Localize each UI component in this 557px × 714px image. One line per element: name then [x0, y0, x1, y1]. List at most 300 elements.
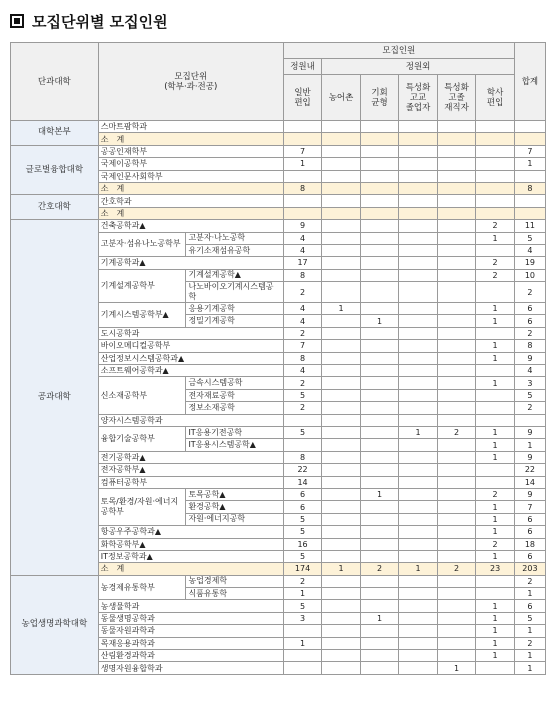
count-cell [360, 451, 399, 463]
count-cell: 8 [283, 182, 322, 194]
count-cell [437, 121, 476, 133]
count-cell [399, 451, 438, 463]
department-name: 토목/환경/자원·에너지공학부 [98, 488, 186, 525]
count-cell [360, 650, 399, 662]
count-cell: 1 [476, 650, 515, 662]
header-unit: 모집단위 (학부·과·전공) [98, 43, 283, 121]
count-cell [399, 244, 438, 256]
header-general: 일반 편입 [283, 75, 322, 121]
count-cell [437, 303, 476, 315]
count-cell [399, 464, 438, 476]
major-name: 전자재료공학 [186, 389, 283, 401]
count-cell [322, 439, 361, 451]
count-cell [399, 513, 438, 525]
count-cell: 1 [360, 612, 399, 624]
count-cell [476, 365, 515, 377]
count-cell: 9 [514, 451, 545, 463]
count-cell [283, 133, 322, 145]
count-cell [322, 327, 361, 339]
count-cell [322, 170, 361, 182]
count-cell: 6 [283, 488, 322, 500]
count-cell [399, 340, 438, 352]
count-cell [399, 377, 438, 389]
department-name: 국제인문사회학부 [98, 170, 283, 182]
department-name: 소프트웨어공학과▲ [98, 365, 283, 377]
count-cell [399, 327, 438, 339]
count-cell [437, 145, 476, 157]
count-cell [360, 414, 399, 426]
recruitment-table [10, 42, 546, 675]
count-cell [437, 352, 476, 364]
count-cell [437, 501, 476, 513]
count-cell: 3 [283, 612, 322, 624]
department-name: 바이오메디컬공학부 [98, 340, 283, 352]
count-cell [322, 352, 361, 364]
header-spec-grad: 특성화 고교 졸업자 [399, 75, 438, 121]
count-cell [360, 389, 399, 401]
count-cell: 2 [283, 575, 322, 587]
count-cell [437, 377, 476, 389]
table-row [11, 145, 546, 157]
count-cell: 7 [283, 145, 322, 157]
count-cell: 10 [514, 269, 545, 281]
major-name: IT응용시스템공학▲ [186, 439, 283, 451]
count-cell [399, 414, 438, 426]
count-cell [283, 170, 322, 182]
count-cell [476, 575, 515, 587]
count-cell: 1 [476, 637, 515, 649]
count-cell [360, 439, 399, 451]
count-cell: 4 [514, 365, 545, 377]
count-cell [437, 257, 476, 269]
count-cell [360, 327, 399, 339]
count-cell [360, 501, 399, 513]
count-cell [322, 625, 361, 637]
count-cell [437, 402, 476, 414]
major-name: 나노바이오기계시스템공학 [186, 282, 283, 303]
count-cell: 1 [476, 625, 515, 637]
count-cell: 1 [476, 526, 515, 538]
header-outside: 정원외 [322, 59, 515, 75]
count-cell [399, 207, 438, 219]
count-cell [360, 365, 399, 377]
count-cell: 1 [476, 232, 515, 244]
header-spec-work: 특성화 고졸 재직자 [437, 75, 476, 121]
count-cell [437, 451, 476, 463]
count-cell [476, 158, 515, 170]
count-cell [437, 170, 476, 182]
count-cell [437, 195, 476, 207]
count-cell [360, 269, 399, 281]
count-cell [399, 550, 438, 562]
count-cell [322, 550, 361, 562]
count-cell: 6 [514, 315, 545, 327]
count-cell [399, 182, 438, 194]
count-cell [322, 662, 361, 674]
header-total: 합계 [514, 43, 545, 121]
count-cell [360, 377, 399, 389]
department-name: 간호학과 [98, 195, 283, 207]
count-cell: 1 [476, 340, 515, 352]
count-cell: 2 [360, 563, 399, 575]
count-cell [476, 121, 515, 133]
count-cell [360, 352, 399, 364]
count-cell [360, 402, 399, 414]
count-cell [476, 327, 515, 339]
count-cell: 1 [514, 625, 545, 637]
count-cell [476, 170, 515, 182]
count-cell [322, 426, 361, 438]
count-cell [360, 121, 399, 133]
count-cell [399, 488, 438, 500]
department-name: 목재응용과학과 [98, 637, 283, 649]
count-cell [283, 207, 322, 219]
count-cell [322, 207, 361, 219]
count-cell [399, 662, 438, 674]
count-cell [514, 195, 545, 207]
count-cell [437, 327, 476, 339]
count-cell: 6 [514, 303, 545, 315]
count-cell [360, 244, 399, 256]
count-cell: 9 [514, 488, 545, 500]
count-cell: 8 [514, 340, 545, 352]
department-name: 전기공학과▲ [98, 451, 283, 463]
count-cell [360, 257, 399, 269]
count-cell [437, 550, 476, 562]
count-cell: 1 [360, 488, 399, 500]
count-cell: 1 [476, 501, 515, 513]
department-name: 건축공학과▲ [98, 220, 283, 232]
count-cell [360, 625, 399, 637]
count-cell: 2 [437, 426, 476, 438]
page-title [10, 8, 168, 34]
header-inside: 정원내 [283, 59, 322, 75]
count-cell: 7 [283, 340, 322, 352]
count-cell: 1 [283, 158, 322, 170]
count-cell [437, 315, 476, 327]
count-cell: 1 [514, 158, 545, 170]
department-name: 동물자원과학과 [98, 625, 283, 637]
count-cell [360, 600, 399, 612]
count-cell [437, 182, 476, 194]
count-cell [437, 650, 476, 662]
count-cell [437, 133, 476, 145]
count-cell [322, 588, 361, 600]
count-cell: 2 [476, 269, 515, 281]
count-cell: 8 [514, 182, 545, 194]
count-cell [322, 269, 361, 281]
count-cell [437, 244, 476, 256]
department-name: 산업정보시스템공학과▲ [98, 352, 283, 364]
department-name: 농경제유통학부 [98, 575, 186, 600]
count-cell [322, 340, 361, 352]
count-cell: 16 [283, 538, 322, 550]
department-name: 생명자원융합학과 [98, 662, 283, 674]
page-title-text: 모집단위별 모집인원 [32, 12, 168, 31]
count-cell: 17 [283, 257, 322, 269]
header-farm: 농어촌 [322, 75, 361, 121]
count-cell [476, 195, 515, 207]
count-cell: 2 [283, 402, 322, 414]
count-cell: 5 [283, 526, 322, 538]
count-cell [437, 488, 476, 500]
count-cell [437, 513, 476, 525]
count-cell: 1 [399, 563, 438, 575]
count-cell [399, 650, 438, 662]
count-cell: 2 [476, 488, 515, 500]
header-bachelor: 학사 편입 [476, 75, 515, 121]
count-cell: 1 [399, 426, 438, 438]
count-cell [360, 637, 399, 649]
department-name: 국제이공학부 [98, 158, 283, 170]
count-cell [322, 402, 361, 414]
count-cell [399, 501, 438, 513]
count-cell [437, 414, 476, 426]
count-cell [322, 464, 361, 476]
department-name: 전자공학부▲ [98, 464, 283, 476]
count-cell [437, 600, 476, 612]
department-name: 스마트팜학과 [98, 121, 283, 133]
count-cell [399, 220, 438, 232]
count-cell: 4 [514, 244, 545, 256]
count-cell: 9 [514, 352, 545, 364]
count-cell [514, 170, 545, 182]
count-cell: 1 [476, 377, 515, 389]
count-cell [437, 464, 476, 476]
count-cell [399, 257, 438, 269]
count-cell [437, 269, 476, 281]
count-cell [437, 340, 476, 352]
count-cell [360, 550, 399, 562]
count-cell [476, 133, 515, 145]
count-cell: 9 [283, 220, 322, 232]
count-cell [476, 145, 515, 157]
count-cell [360, 195, 399, 207]
major-name: 응용기계공학 [186, 303, 283, 315]
count-cell: 1 [476, 451, 515, 463]
count-cell [360, 464, 399, 476]
department-name: 기계공학과▲ [98, 257, 283, 269]
count-cell [322, 513, 361, 525]
college-name: 글로벌융합대학 [11, 145, 99, 195]
count-cell [283, 662, 322, 674]
count-cell [322, 232, 361, 244]
count-cell: 1 [322, 563, 361, 575]
count-cell [360, 538, 399, 550]
count-cell: 5 [283, 600, 322, 612]
count-cell [399, 526, 438, 538]
count-cell [399, 612, 438, 624]
count-cell [360, 145, 399, 157]
department-name: 기계시스템공학부▲ [98, 303, 186, 328]
count-cell: 6 [514, 600, 545, 612]
count-cell: 5 [514, 389, 545, 401]
count-cell: 2 [437, 563, 476, 575]
count-cell: 1 [476, 600, 515, 612]
count-cell [476, 282, 515, 303]
count-cell: 19 [514, 257, 545, 269]
count-cell: 3 [514, 377, 545, 389]
count-cell: 5 [514, 232, 545, 244]
count-cell [437, 439, 476, 451]
table-row [11, 575, 546, 587]
count-cell: 1 [283, 637, 322, 649]
count-cell: 2 [514, 282, 545, 303]
count-cell: 4 [283, 365, 322, 377]
department-name: 동물생명공학과 [98, 612, 283, 624]
count-cell: 2 [283, 327, 322, 339]
count-cell [360, 426, 399, 438]
count-cell: 1 [360, 315, 399, 327]
count-cell [437, 588, 476, 600]
count-cell: 1 [476, 303, 515, 315]
count-cell [399, 637, 438, 649]
count-cell [476, 402, 515, 414]
count-cell [322, 282, 361, 303]
count-cell [476, 207, 515, 219]
count-cell [360, 575, 399, 587]
department-name: 고분자·섬유나노공학부 [98, 232, 186, 257]
count-cell [322, 121, 361, 133]
department-name: 컴퓨터공학부 [98, 476, 283, 488]
count-cell: 6 [514, 526, 545, 538]
count-cell [476, 244, 515, 256]
count-cell [476, 389, 515, 401]
major-name: 환경공학▲ [186, 501, 283, 513]
count-cell [360, 170, 399, 182]
header-recruit: 모집인원 [283, 43, 514, 59]
count-cell: 5 [283, 389, 322, 401]
count-cell: 2 [514, 575, 545, 587]
count-cell: 23 [476, 563, 515, 575]
count-cell: 2 [514, 327, 545, 339]
count-cell [360, 662, 399, 674]
count-cell [360, 207, 399, 219]
department-name: 공공인재학부 [98, 145, 283, 157]
department-name: 양자시스템공학과 [98, 414, 283, 426]
count-cell [476, 662, 515, 674]
count-cell [476, 182, 515, 194]
count-cell [437, 282, 476, 303]
department-name: IT정보공학과▲ [98, 550, 283, 562]
table-row [11, 195, 546, 207]
count-cell [360, 340, 399, 352]
count-cell [283, 439, 322, 451]
count-cell: 4 [283, 232, 322, 244]
count-cell: 1 [514, 439, 545, 451]
count-cell: 1 [476, 513, 515, 525]
department-name: 산림환경과학과 [98, 650, 283, 662]
count-cell [322, 315, 361, 327]
count-cell: 6 [514, 550, 545, 562]
department-name: 화학공학부▲ [98, 538, 283, 550]
count-cell [322, 182, 361, 194]
count-cell [399, 303, 438, 315]
count-cell [399, 145, 438, 157]
count-cell [437, 232, 476, 244]
count-cell [360, 232, 399, 244]
count-cell [322, 133, 361, 145]
count-cell: 203 [514, 563, 545, 575]
count-cell [399, 195, 438, 207]
header-college: 단과대학 [11, 43, 99, 121]
count-cell [322, 257, 361, 269]
count-cell [399, 232, 438, 244]
count-cell [322, 220, 361, 232]
count-cell [360, 182, 399, 194]
count-cell: 1 [514, 650, 545, 662]
count-cell [283, 650, 322, 662]
count-cell: 5 [514, 612, 545, 624]
count-cell [514, 133, 545, 145]
count-cell: 14 [283, 476, 322, 488]
count-cell [514, 414, 545, 426]
count-cell: 8 [283, 269, 322, 281]
count-cell [399, 170, 438, 182]
count-cell [476, 414, 515, 426]
college-name: 대학본부 [11, 121, 99, 146]
count-cell [322, 637, 361, 649]
count-cell: 2 [476, 538, 515, 550]
count-cell [360, 476, 399, 488]
count-cell [322, 158, 361, 170]
count-cell [283, 121, 322, 133]
count-cell [399, 133, 438, 145]
count-cell [437, 575, 476, 587]
count-cell [360, 513, 399, 525]
table-header [11, 43, 546, 121]
count-cell: 7 [514, 501, 545, 513]
count-cell: 22 [514, 464, 545, 476]
count-cell: 22 [283, 464, 322, 476]
major-name: 정밀기계공학 [186, 315, 283, 327]
count-cell: 5 [283, 426, 322, 438]
count-cell [399, 575, 438, 587]
count-cell [322, 244, 361, 256]
count-cell [399, 352, 438, 364]
major-name: IT응용기전공학 [186, 426, 283, 438]
subtotal-label: 소 계 [98, 182, 283, 194]
count-cell: 1 [476, 612, 515, 624]
college-name: 간호대학 [11, 195, 99, 220]
count-cell [437, 637, 476, 649]
count-cell [514, 207, 545, 219]
major-name: 식품유통학 [186, 588, 283, 600]
count-cell [322, 650, 361, 662]
major-name: 토목공학▲ [186, 488, 283, 500]
count-cell: 1 [437, 662, 476, 674]
count-cell [322, 575, 361, 587]
count-cell: 7 [514, 145, 545, 157]
count-cell: 18 [514, 538, 545, 550]
count-cell [437, 207, 476, 219]
count-cell [322, 195, 361, 207]
count-cell: 174 [283, 563, 322, 575]
major-name: 고분자·나노공학 [186, 232, 283, 244]
count-cell: 4 [283, 315, 322, 327]
count-cell: 1 [476, 352, 515, 364]
count-cell [360, 220, 399, 232]
count-cell [399, 588, 438, 600]
count-cell [399, 476, 438, 488]
square-bullet-icon [10, 14, 24, 28]
table-row [11, 220, 546, 232]
count-cell [360, 588, 399, 600]
count-cell [399, 315, 438, 327]
count-cell [399, 439, 438, 451]
count-cell [437, 526, 476, 538]
count-cell [322, 451, 361, 463]
